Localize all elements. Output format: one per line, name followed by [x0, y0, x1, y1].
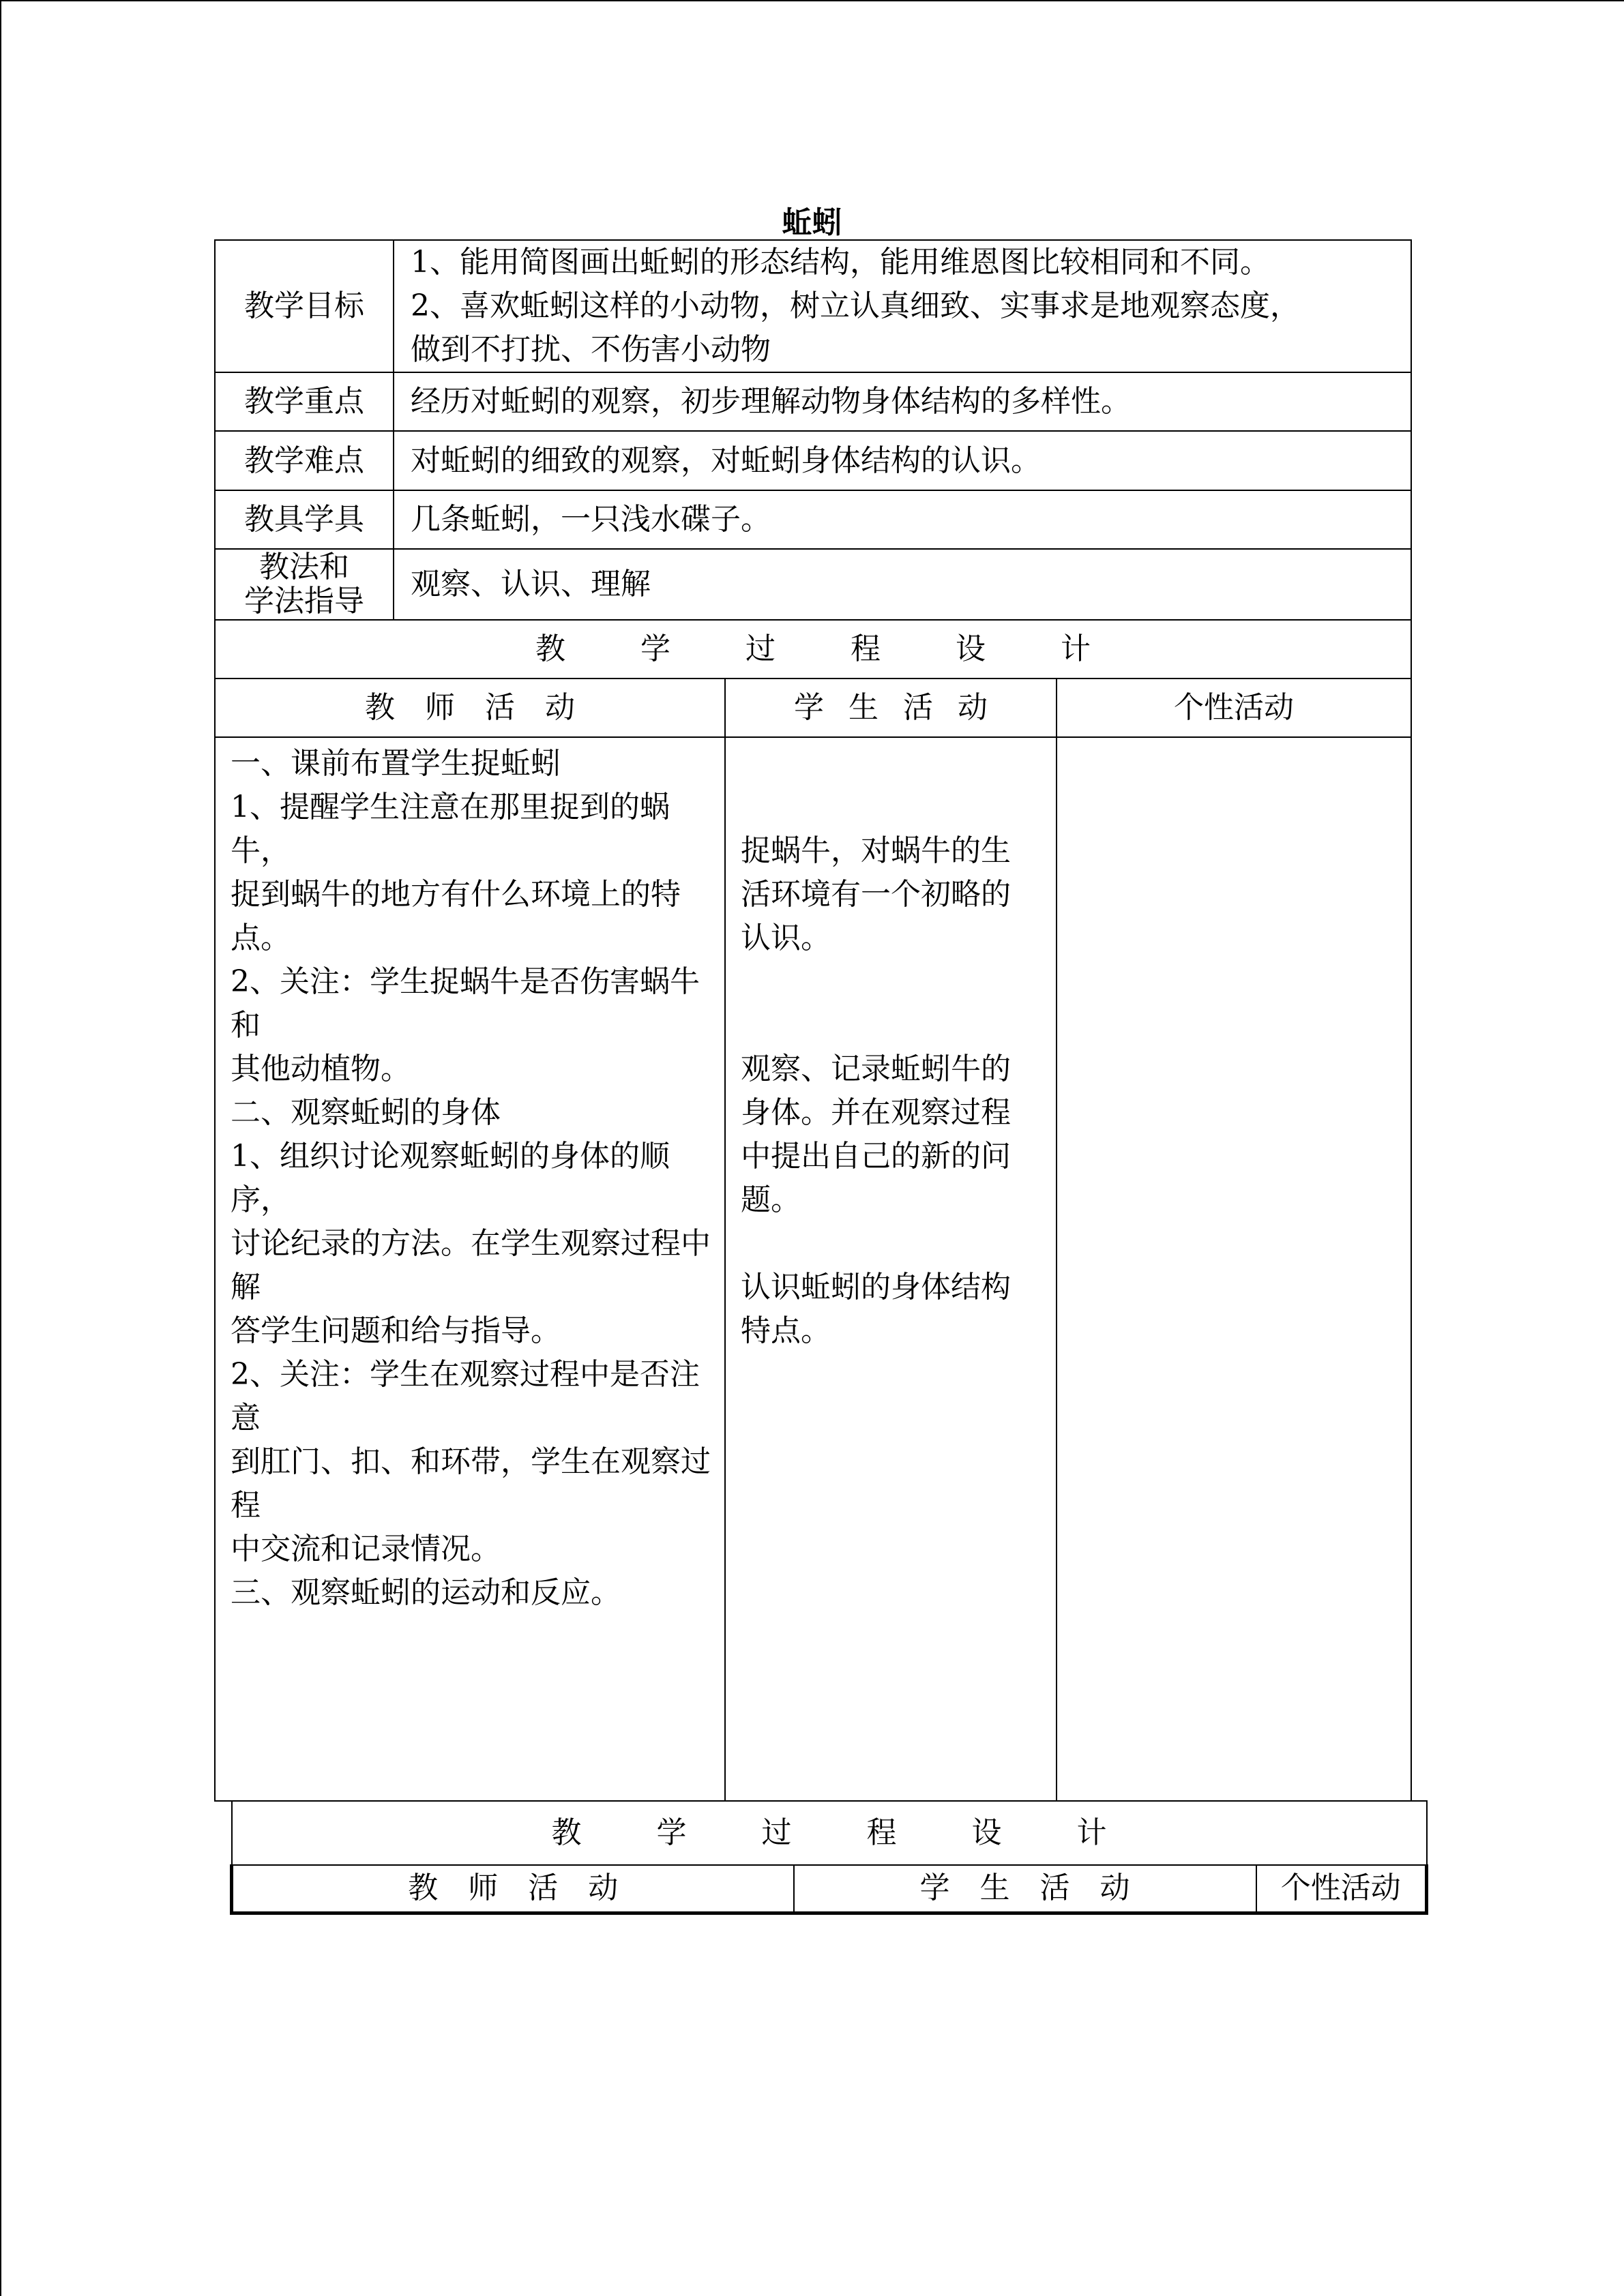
table-row	[215, 620, 1411, 679]
teacher-activity-cell	[215, 737, 725, 1801]
process-title-char: 程	[866, 1815, 897, 1850]
table-row	[215, 737, 1411, 1801]
student-line: 特点。	[741, 1313, 831, 1348]
goal-label: 教学目标	[215, 240, 394, 372]
table-row	[215, 549, 1411, 620]
header-char: 生	[848, 690, 879, 725]
teacher-line: 中交流和记录情况。	[231, 1532, 501, 1566]
student-activity-header-2	[794, 1865, 1256, 1913]
table-row	[215, 679, 1411, 737]
teacher-line: 1、组织讨论观察蚯蚓的身体的顺序，	[231, 1139, 670, 1217]
process-title-char: 学	[656, 1815, 687, 1850]
header-char: 师	[468, 1870, 499, 1906]
teacher-line: 捉到蜗牛的地方有什么环境上的特点。	[231, 877, 681, 955]
teacher-line: 到肛门、扣、和环带，学生在观察过程	[231, 1444, 711, 1523]
tools-label: 教具学具	[215, 490, 394, 549]
method-label-line: 教法和	[259, 550, 349, 584]
table-row	[215, 372, 1411, 431]
process-title-char: 教	[551, 1815, 582, 1850]
header-char: 生	[979, 1870, 1010, 1906]
teacher-line: 一、课前布置学生捉蚯蚓	[231, 746, 561, 781]
student-line: 中提出自己的新的问	[741, 1139, 1011, 1174]
student-activity-cell	[725, 737, 1057, 1801]
student-line: 捉蜗牛，对蜗牛的生	[741, 833, 1011, 868]
student-line	[741, 786, 1044, 829]
header-char: 师	[425, 690, 455, 725]
goal-line: 做到不打扰、不伤害小动物	[411, 332, 771, 367]
process-title-char: 设	[971, 1815, 1002, 1850]
table-row	[232, 1865, 1427, 1913]
header-char: 活	[1039, 1870, 1070, 1906]
method-content: 观察、认识、理解	[394, 549, 1411, 620]
process-table-continued	[230, 1800, 1428, 1915]
header-char: 动	[588, 1870, 619, 1906]
table-row	[232, 1801, 1427, 1865]
header-char: 学	[919, 1870, 950, 1906]
personal-activity-header-2: 个性活动	[1256, 1865, 1427, 1913]
page-title: 蚯蚓	[782, 205, 842, 240]
student-activity-header	[725, 679, 1057, 737]
goal-line: 1、能用简图画出蚯蚓的形态结构，能用维恩图比较相同和不同。	[411, 245, 1270, 280]
process-title-char: 设	[956, 631, 986, 666]
lesson-plan-table	[214, 239, 1412, 1802]
process-title-char: 计	[1076, 1815, 1107, 1850]
process-title-char: 学	[640, 631, 670, 666]
teacher-line: 二、观察蚯蚓的身体	[231, 1095, 501, 1130]
focus-label: 教学重点	[215, 372, 394, 431]
header-char: 动	[545, 690, 575, 725]
difficulty-label: 教学难点	[215, 431, 394, 490]
process-title-2	[232, 1801, 1427, 1865]
process-title-char: 计	[1061, 631, 1091, 666]
student-line: 认识。	[741, 921, 831, 955]
tools-content: 几条蚯蚓，一只浅水碟子。	[394, 490, 1411, 549]
header-char: 教	[365, 690, 395, 725]
goal-line: 2、喜欢蚯蚓这样的小动物，树立认真细致、实事求是地观察态度，	[411, 288, 1300, 323]
header-char: 活	[485, 690, 515, 725]
teacher-line: 2、关注：学生在观察过程中是否注意	[231, 1357, 700, 1435]
process-title-char: 过	[761, 1815, 792, 1850]
header-char: 活	[528, 1870, 559, 1906]
student-line: 题。	[741, 1182, 801, 1217]
teacher-line: 其他动植物。	[231, 1052, 411, 1086]
student-line	[741, 960, 1044, 1004]
process-title-char: 程	[851, 631, 881, 666]
header-char: 教	[408, 1870, 439, 1906]
student-line	[741, 742, 1044, 786]
personal-activity-cell	[1057, 737, 1411, 1801]
student-line	[741, 1004, 1044, 1047]
focus-content: 经历对蚯蚓的观察，初步理解动物身体结构的多样性。	[394, 372, 1411, 431]
header-char: 学	[794, 690, 824, 725]
table-row	[215, 431, 1411, 490]
process-title-char: 教	[535, 631, 565, 666]
teacher-line: 讨论纪录的方法。在学生观察过程中解	[231, 1226, 711, 1304]
process-title	[215, 620, 1411, 679]
method-label-line: 学法指导	[244, 584, 364, 618]
goal-content	[394, 240, 1411, 372]
student-line: 身体。并在观察过程	[741, 1095, 1011, 1130]
header-char: 动	[1099, 1870, 1130, 1906]
table-row	[215, 490, 1411, 549]
process-title-char: 过	[745, 631, 776, 666]
table-row	[215, 240, 1411, 372]
teacher-line: 三、观察蚯蚓的运动和反应。	[231, 1575, 621, 1610]
teacher-activity-header-2	[232, 1865, 794, 1913]
method-label	[215, 549, 394, 620]
header-char: 活	[903, 690, 933, 725]
teacher-line: 2、关注：学生捉蜗牛是否伤害蜗牛和	[231, 964, 700, 1043]
teacher-line: 1、提醒学生注意在那里捉到的蜗牛，	[231, 790, 670, 868]
student-line: 观察、记录蚯蚓牛的	[741, 1052, 1011, 1086]
personal-activity-header: 个性活动	[1057, 679, 1411, 737]
header-char: 动	[958, 690, 988, 725]
student-line: 认识蚯蚓的身体结构	[741, 1270, 1011, 1304]
teacher-line: 答学生问题和给与指导。	[231, 1313, 561, 1348]
difficulty-content: 对蚯蚓的细致的观察，对蚯蚓身体结构的认识。	[394, 431, 1411, 490]
student-line	[741, 1222, 1044, 1266]
teacher-activity-header	[215, 679, 725, 737]
student-line: 活环境有一个初略的	[741, 877, 1011, 912]
